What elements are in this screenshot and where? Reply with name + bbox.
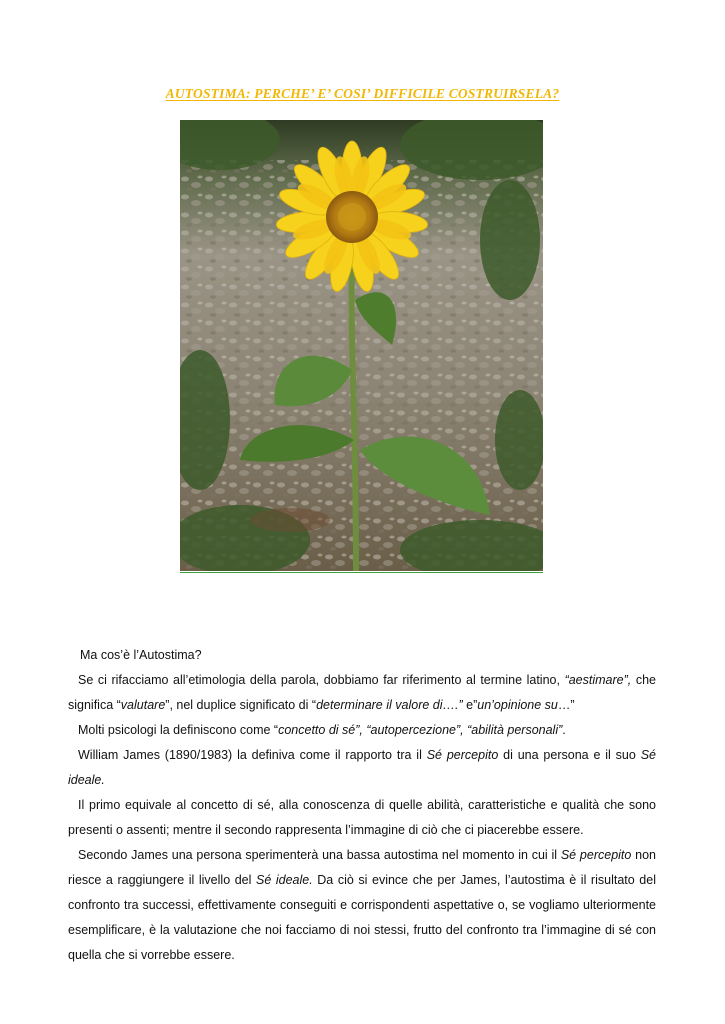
text-run: Se ci rifacciamo all’etimologia della parola, dobbiamo far riferimento al termine latino,	[78, 673, 565, 687]
text-run: Da ciò si evince che per James, l’autostima è il risultato del confronto tra successi, effettivamente conseguiti e corrispondenti aspettative o, se vogliamo ulteriormente esemplificare, è la valutazione che noi facciamo di noi stessi, frutto del confronto tra l’immagine di sé con quella che si vorrebbe essere.	[68, 873, 656, 962]
paragraph-william-james	[68, 743, 656, 793]
paragraph-definitions	[68, 718, 656, 743]
text-run: William James (1890/1983) la definiva come il rapporto tra il	[78, 748, 427, 762]
text-run: Sé ideale.	[255, 873, 313, 887]
paragraph-self-concept: Il primo equivale al concetto di sé, alla conoscenza di quelle abilità, caratteristiche e qualità che sono presenti o assenti; mentre il secondo rappresenta l’immagine di ciò che ci piacerebbe essere.	[68, 798, 656, 837]
text-run: che significa “	[68, 673, 656, 712]
text-run: ”, nel duplice significato di “	[165, 698, 317, 712]
text-run: Sé ideale.	[68, 748, 656, 787]
sunflower-photo	[180, 120, 543, 571]
paragraph-question: Ma cos’è l’Autostima?	[80, 648, 202, 662]
text-run: Sé percepito	[426, 748, 499, 762]
text-run: determinare il valore di….”	[316, 698, 463, 712]
text-run: …”	[557, 698, 575, 712]
text-run: un’opinione su	[477, 698, 558, 712]
paragraph-etymology	[68, 668, 656, 718]
text-run: Secondo James una persona sperimenterà una bassa autostima nel momento in cui il	[78, 848, 561, 862]
text-run: Sé percepito	[560, 848, 632, 862]
text-run: “aestimare”,	[564, 673, 632, 687]
text-run: .	[562, 723, 566, 737]
text-run: non riesce a raggiungere il livello del	[68, 848, 656, 887]
page-title: AUTOSTIMA: PERCHE’ E’ COSI’ DIFFICILE COSTRUIRSELA?	[165, 86, 560, 101]
text-run: concetto di sé”, “autopercezione”, “abilità personali”	[278, 723, 563, 737]
body-text	[68, 643, 656, 968]
paragraph-low-self-esteem	[68, 843, 656, 968]
text-run: di una persona e il suo	[498, 748, 641, 762]
photo-underline	[180, 572, 543, 573]
sunflower-illustration	[180, 120, 543, 571]
text-run: Molti psicologi la definiscono come “	[78, 723, 279, 737]
text-run: valutare	[120, 698, 166, 712]
text-run: e”	[462, 698, 478, 712]
